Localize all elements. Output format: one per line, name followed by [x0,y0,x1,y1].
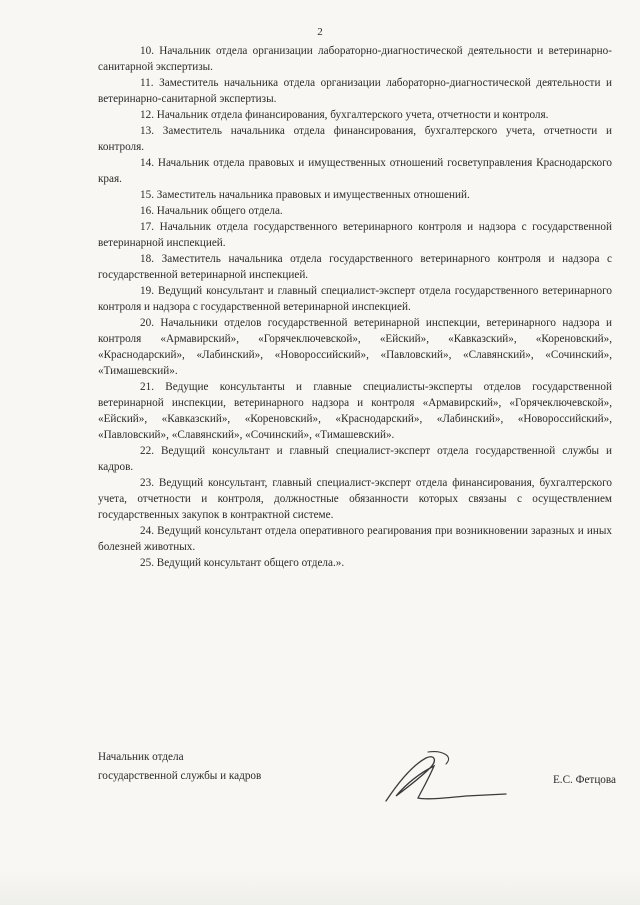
list-item: 21. Ведущие консультанты и главные специалисты-эксперты отделов государственной ветеринарной инспекции, ветеринарного надзора и контроля «Армавирский», «Горячеключевской», «Ейский», «Кавказский», «Кореновский», «Краснодарский», «Лабинский», «Новороссийский», «Павловский», «Славянский», «Сочинский», «Тимашевский». [98,381,612,441]
list-item: 25. Ведущий консультант общего отдела.». [140,557,345,569]
list-item: 18. Заместитель начальника отдела государственного ветеринарного контроля и надзора с государственной ветеринарной инспекцией. [98,253,612,281]
signature-block [98,748,618,828]
list-item: 19. Ведущий консультант и главный специалист-эксперт отдела государственного ветеринарного контроля и надзора с государственной ветеринарной инспекцией. [98,285,612,313]
page-number: 2 [317,26,323,38]
scan-shadow [0,870,640,905]
list-item: 15. Заместитель начальника правовых и имущественных отношений. [140,189,470,201]
list-item: 11. Заместитель начальника отдела организации лабораторно-диагностической деятельности и ветеринарно-санитарной экспертизы. [98,77,612,105]
signatory-title-line1: Начальник отдела [98,751,184,763]
handwritten-signature [356,746,526,814]
list-item: 10. Начальник отдела организации лабораторно-диагностической деятельности и ветеринарно-санитарной экспертизы. [98,45,612,73]
paragraph-list [98,43,612,571]
list-item: 16. Начальник общего отдела. [140,205,283,217]
signatory-title-line2: государственной службы и кадров [98,770,262,782]
list-item: 24. Ведущий консультант отдела оперативного реагирования при возникновении заразных и иных болезней животных. [98,525,612,553]
list-item: 23. Ведущий консультант, главный специалист-эксперт отдела финансирования, бухгалтерского учета, отчетности и контроля, должностные обязанности которых связаны с осуществлением государственных закупок в контрактной системе. [98,477,612,521]
list-item: 12. Начальник отдела финансирования, бухгалтерского учета, отчетности и контроля. [140,109,549,121]
list-item: 20. Начальники отделов государственной ветеринарной инспекции, ветеринарного надзора и контроля «Армавирский», «Горячеключевской», «Ейский», «Кавказский», «Кореновский», «Краснодарский», «Лабинский», «Новороссийский», «Павловский», «Славянский», «Сочинский», «Тимашевский». [98,317,612,377]
list-item: 14. Начальник отдела правовых и имущественных отношений госветуправления Краснодарского края. [98,157,612,185]
list-item: 13. Заместитель начальника отдела финансирования, бухгалтерского учета, отчетности и контроля. [98,125,612,153]
list-item: 17. Начальник отдела государственного ветеринарного контроля и надзора с государственной ветеринарной инспекцией. [98,221,612,249]
signatory-title [98,748,261,786]
list-item: 22. Ведущий консультант и главный специалист-эксперт отдела государственной службы и кадров. [98,445,612,473]
signatory-name: Е.С. Фетцова [552,774,616,786]
